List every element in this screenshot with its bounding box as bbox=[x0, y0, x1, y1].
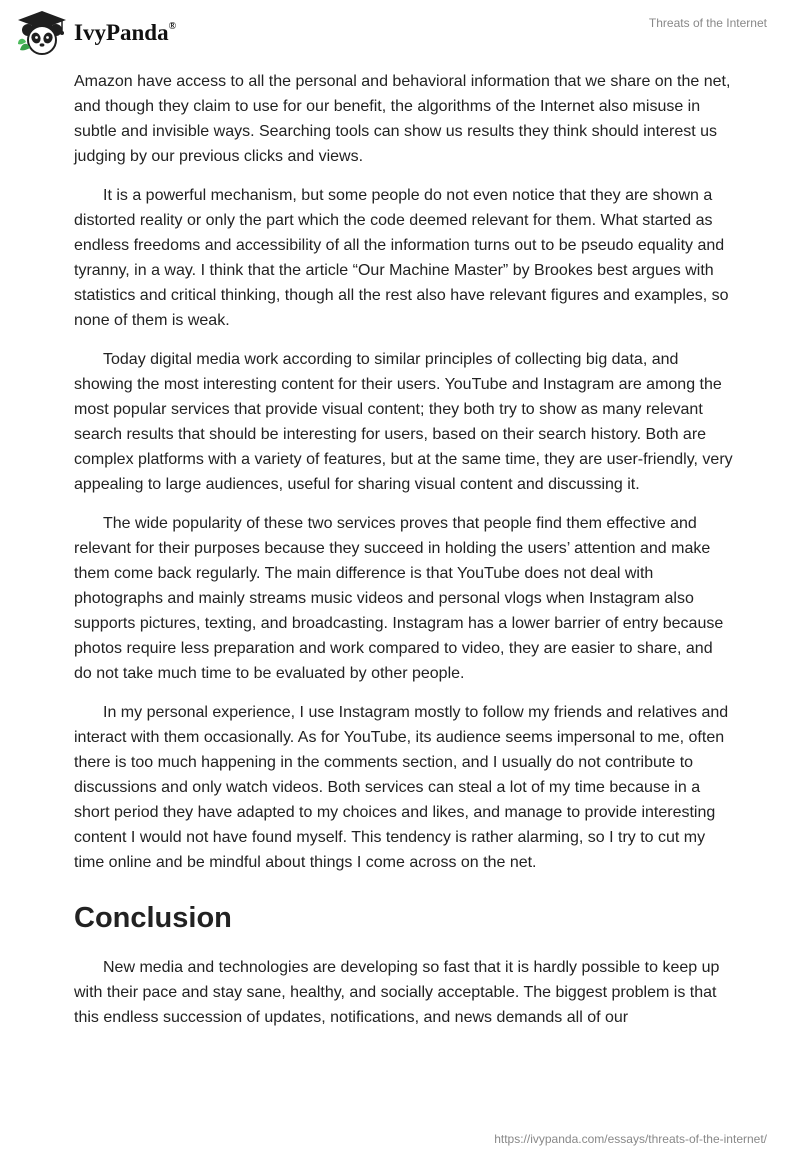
paragraph: Amazon have access to all the personal and behavioral information that we share on the net, and though they claim to use for our benefit, the algorithms of the Internet also misuse in subtle and invisible ways. Searching tools can show us results they think should interest us judging by our previous clicks and views. bbox=[74, 73, 731, 165]
brand-name: IvyPanda® bbox=[74, 20, 177, 45]
paragraph: In my personal experience, I use Instagram mostly to follow my friends and relatives and interact with them occasionally. As for YouTube, its audience seems impersonal to me, often there is too much happening in the comments section, and I usually do not contribute to discussions and only watch videos. Both services can steal a lot of my time because in a short period they have adapted to my choices and likes, and manage to provide interesting content I would not have found myself. This tendency is rather alarming, so I try to cut my time online and be mindful about things I come across on the net. bbox=[74, 704, 729, 871]
document-title: Threats of the Internet bbox=[648, 16, 767, 30]
panda-logo-icon bbox=[16, 10, 68, 56]
paragraph: Today digital media work according to similar principles of collecting big data, and showing the most interesting content for their users. YouTube and Instagram are among the most popular services that provide visual content; they both try to show as many relevant search results that should be interesting for users, based on their search history. Both are complex platforms with a variety of features, but at the same time, they are user-friendly, very appealing to large audiences, useful for sharing visual content and discussing it. bbox=[74, 351, 733, 493]
logo[interactable] bbox=[16, 10, 176, 56]
conclusion-heading: Conclusion bbox=[74, 902, 232, 934]
paragraph: New media and technologies are developing so fast that it is hardly possible to keep up with their pace and stay sane, healthy, and socially acceptable. The biggest problem is that this endless succession of updates, notifications, and news demands all of our bbox=[74, 959, 720, 1026]
source-url[interactable]: https://ivypanda.com/essays/threats-of-the-internet/ bbox=[494, 1132, 767, 1146]
essay-content bbox=[74, 69, 734, 1044]
paragraph: It is a powerful mechanism, but some people do not even notice that they are shown a distorted reality or only the part which the code deemed relevant for them. What started as endless freedoms and accessibility of all the information turns out to be pseudo equality and tyranny, in a way. I think that the article “Our Machine Master” by Brookes best argues with statistics and critical thinking, though all the rest also have relevant figures and examples, so none of them is weak. bbox=[74, 187, 729, 329]
page-header bbox=[0, 0, 800, 64]
paragraph: The wide popularity of these two services proves that people find them effective and relevant for their purposes because they succeed in holding the users’ attention and make them come back regularly. The main difference is that YouTube does not deal with photographs and mainly streams music videos and personal vlogs when Instagram also supports pictures, texting, and broadcasting. Instagram has a lower barrier of entry because photos require less preparation and work compared to video, they are easier to share, and do not take much time to be evaluated by other people. bbox=[74, 515, 724, 682]
